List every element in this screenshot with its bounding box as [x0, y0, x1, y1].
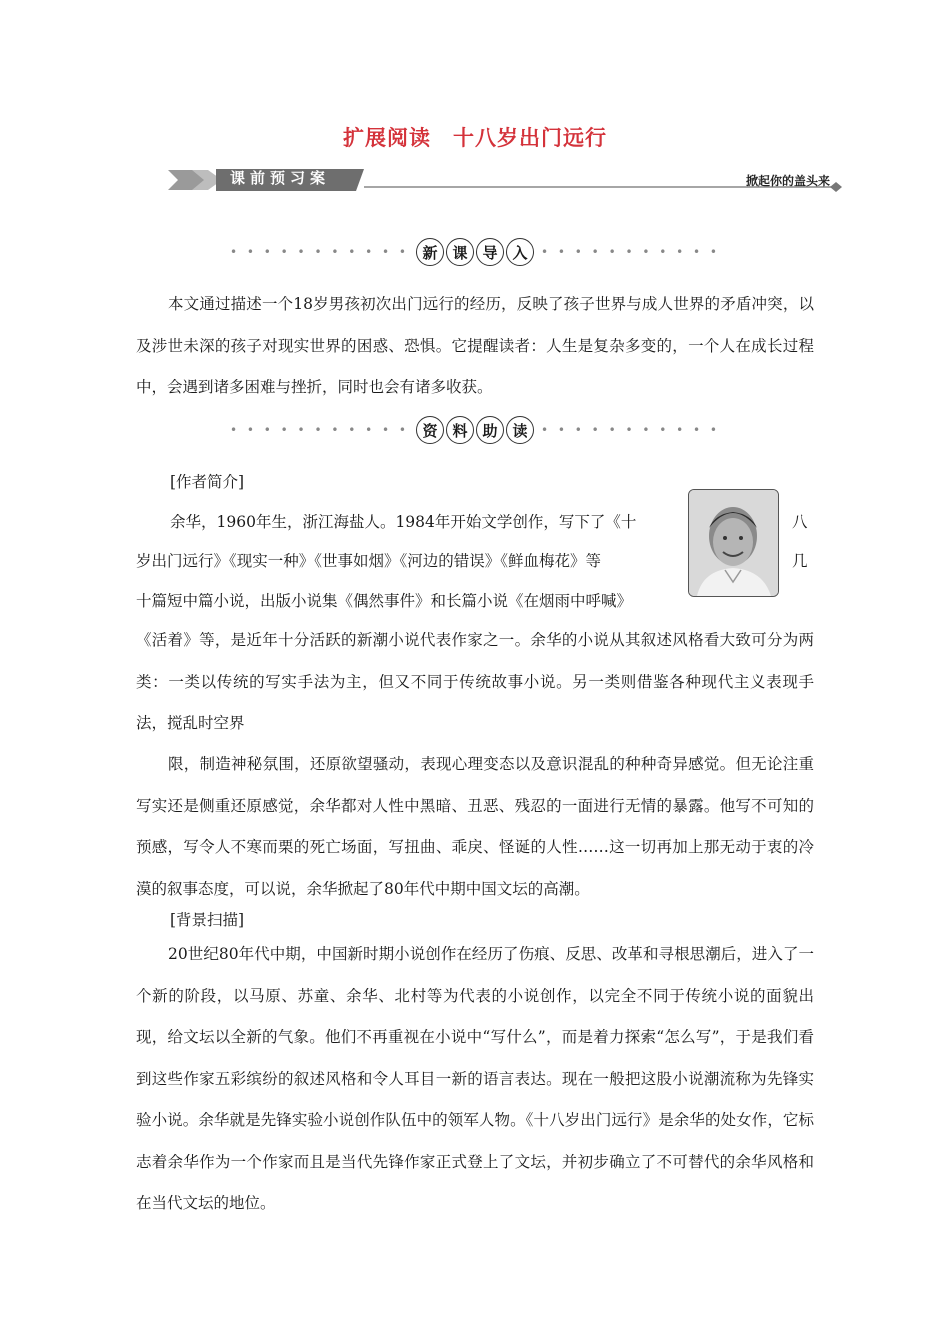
- background-paragraph: 20世纪80年代中期，中国新时期小说创作在经历了伤痕、反思、改革和寻根思潮后，进入了一个新的阶段，以马原、苏童、余华、北村等为代表的小说创作，以完全不同于传统小说的面貌出现，给文坛以全新的气象。他们不再重视在小说中“写什么”，而是着力探索“怎么写”，于是我们看到这些作家五彩缤纷的叙述风格和令人耳目一新的语言表达。现在一般把这股小说潮流称为先锋实验小说。余华就是先锋实验小说创作队伍中的领军人物。《十八岁出门远行》是余华的处女作，它标志着余华作为一个作家而且是当代先锋作家正式登上了文坛，并初步确立了不可替代的余华风格和在当代文坛的地位。: [136, 945, 814, 1212]
- heading-char: 导: [476, 238, 504, 266]
- author-line-2: 岁出门远行》《现实一种》《世事如烟》《河边的错误》《鲜血梅花》等: [136, 552, 602, 570]
- heading-char: 助: [476, 416, 504, 444]
- author-paragraph-rest: 《活着》等，是近年十分活跃的新潮小说代表作家之一。余华的小说从其叙述风格看大致可分为两类：一类以传统的写实手法为主，但又不同于传统故事小说。另一类则借鉴各种现代主义表现手法，搅乱时空界: [136, 631, 814, 732]
- author-line-3: 十篇短中篇小说，出版小说集《偶然事件》和长篇小说《在烟雨中呼喊》: [136, 592, 633, 610]
- author-line-2-end: 几: [792, 552, 808, 570]
- section-heading-materials: • • • • • • • • • • • 资 料 助 读 • • • • • • • • • • •: [0, 412, 950, 448]
- heading-char: 新: [416, 238, 444, 266]
- intro-paragraph: 本文通过描述一个18岁男孩初次出门远行的经历，反映了孩子世界与成人世界的矛盾冲突，以及涉世未深的孩子对现实世界的困惑、恐惧。它提醒读者：人生是复杂多变的，一个人在成长过程中，会遇到诸多困难与挫折，同时也会有诸多收获。: [136, 295, 814, 396]
- title-part2: 十八岁出门远行: [453, 126, 607, 150]
- author-photo: [688, 489, 779, 597]
- author-label: [作者简介]: [170, 473, 245, 491]
- heading-char: 入: [506, 238, 534, 266]
- page-title: [0, 122, 950, 152]
- section-heading-intro: • • • • • • • • • • • 新 课 导 入 • • • • • • • • • • •: [0, 234, 950, 270]
- banner-label: 课前预习案: [230, 169, 331, 187]
- author-line-1-end: 八: [792, 513, 808, 531]
- heading-char: 资: [416, 416, 444, 444]
- heading-char: 读: [506, 416, 534, 444]
- heading-char: 料: [446, 416, 474, 444]
- section-banner: [168, 166, 848, 194]
- heading-char: 课: [446, 238, 474, 266]
- author-portrait-image: [689, 490, 778, 596]
- banner-right-text: 掀起你的盖头来: [745, 174, 830, 188]
- title-part1: 扩展阅读: [343, 126, 431, 150]
- author-paragraph-2: 限，制造神秘氛围，还原欲望骚动，表现心理变态以及意识混乱的种种奇异感觉。但无论注重写实还是侧重还原感觉，余华都对人性中黑暗、丑恶、残忍的一面进行无情的暴露。他写不可知的预感，写令人不寒而栗的死亡场面，写扭曲、乖戾、怪诞的人性……这一切再加上那无动于衷的冷漠的叙事态度，可以说，余华掀起了80年代中期中国文坛的高潮。: [136, 755, 814, 898]
- author-line-1: 余华，1960年生，浙江海盐人。1984年开始文学创作，写下了《十: [170, 513, 637, 531]
- background-label: [背景扫描]: [170, 911, 245, 929]
